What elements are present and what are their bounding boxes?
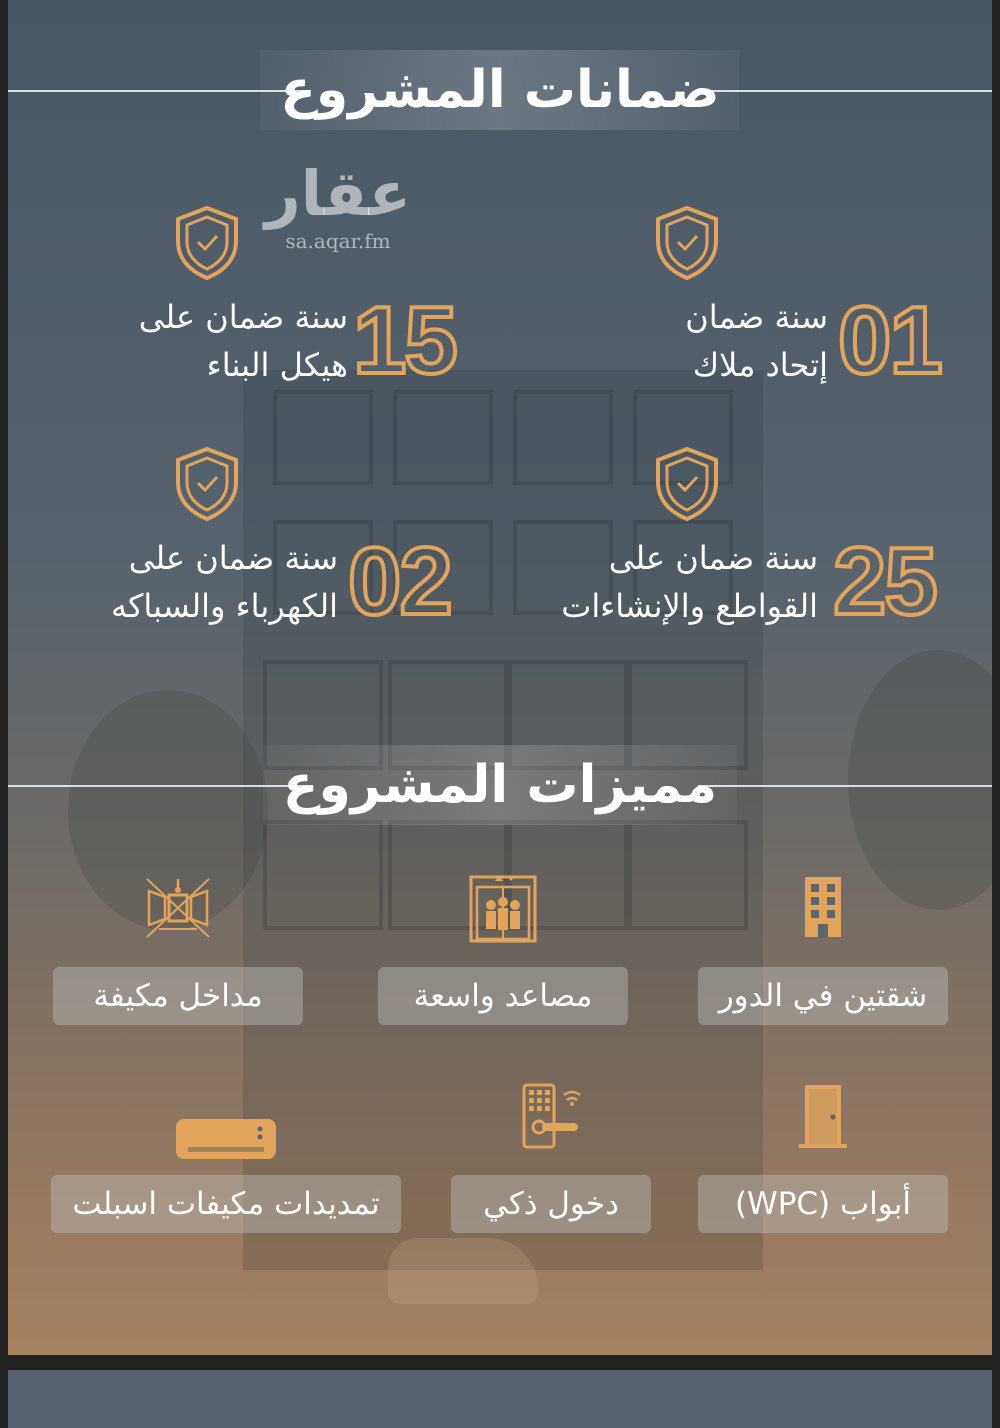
guarantee-years: 02 — [348, 528, 451, 635]
guarantee-line2: الكهرباء والسباكه — [110, 587, 338, 625]
guarantee-card — [548, 205, 968, 405]
feature-item — [698, 1083, 948, 1233]
feature-label: مصاعد واسعة — [378, 967, 628, 1025]
features-header — [8, 745, 992, 825]
entrance-icon — [143, 875, 213, 941]
shield-check-icon — [174, 446, 240, 522]
air-conditioner-icon — [174, 1117, 278, 1163]
shield-check-icon — [174, 205, 240, 281]
guarantee-line1: سنة ضمان على — [608, 539, 818, 577]
guarantee-text — [139, 293, 348, 389]
infographic-poster — [8, 0, 992, 1355]
guarantee-card — [58, 446, 478, 646]
feature-label: دخول ذكي — [451, 1175, 651, 1233]
guarantees-title: ضمانات المشروع — [260, 50, 739, 130]
guarantees-header — [8, 50, 992, 130]
watermark-url: sa.aqar.fm — [285, 229, 391, 253]
guarantee-line2: القواطع والإنشاءات — [561, 587, 818, 625]
feature-label: شقتين في الدور — [698, 967, 948, 1025]
feature-item — [51, 1083, 401, 1233]
feature-label: أبواب (WPC) — [698, 1175, 948, 1233]
next-section-strip — [8, 1370, 992, 1428]
feature-item — [698, 875, 948, 1025]
guarantee-text — [685, 293, 828, 389]
guarantee-card — [68, 205, 488, 405]
feature-item — [53, 875, 303, 1025]
feature-label: تمديدات مكيفات اسبلت — [51, 1175, 401, 1233]
watermark-brand: عقار — [265, 157, 411, 230]
shield-check-icon — [654, 446, 720, 522]
feature-item — [451, 1083, 651, 1233]
guarantee-line2: إتحاد ملاك — [692, 346, 828, 384]
smart-lock-icon — [518, 1083, 584, 1149]
guarantee-text — [561, 534, 818, 630]
guarantee-years: 01 — [838, 287, 941, 394]
door-icon — [797, 1083, 849, 1149]
elevator-icon — [469, 875, 537, 943]
car-silhouette — [388, 1238, 538, 1304]
guarantee-line1: سنة ضمان على — [138, 298, 348, 336]
building-icon — [801, 875, 845, 939]
guarantee-line1: سنة ضمان على — [128, 539, 338, 577]
feature-item — [378, 875, 628, 1025]
guarantee-years: 25 — [833, 528, 936, 635]
feature-label: مداخل مكيفة — [53, 967, 303, 1025]
guarantee-text — [111, 534, 338, 630]
shield-check-icon — [654, 205, 720, 281]
guarantee-line2: هيكل البناء — [206, 346, 348, 384]
features-title: مميزات المشروع — [263, 745, 737, 825]
guarantee-card — [538, 446, 958, 646]
guarantee-line1: سنة ضمان — [685, 298, 828, 336]
guarantee-years: 15 — [353, 287, 456, 394]
